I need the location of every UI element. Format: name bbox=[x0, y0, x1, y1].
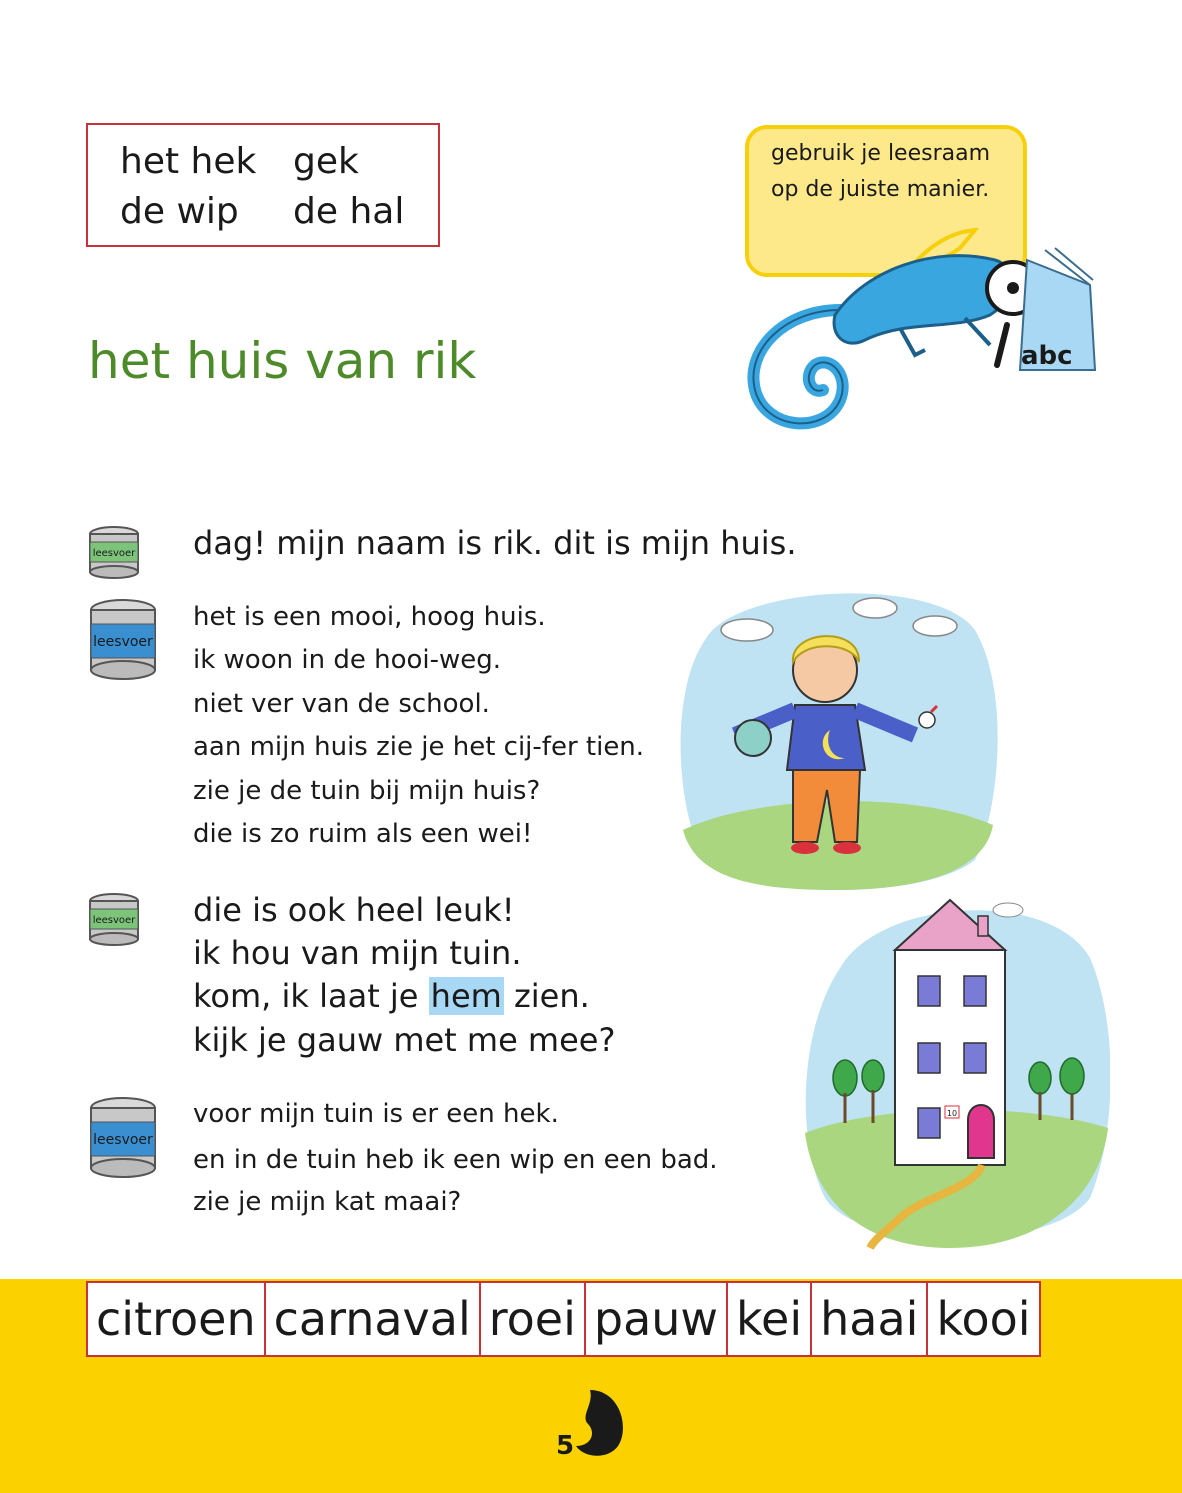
speech-bubble-text bbox=[771, 136, 1021, 208]
text-line: het is een mooi, hoog huis. bbox=[193, 602, 546, 632]
can-label: leesvoer bbox=[93, 634, 153, 650]
text-line: die is zo ruim als een wei! bbox=[193, 819, 533, 849]
word-strip bbox=[86, 1281, 1041, 1357]
word-box-item: gek bbox=[293, 141, 359, 182]
text-line bbox=[193, 977, 590, 1015]
text-line: niet ver van de school. bbox=[193, 689, 490, 719]
boy-illustration bbox=[675, 580, 1000, 890]
book-label: abc bbox=[1021, 341, 1073, 371]
page-number: 5 bbox=[556, 1431, 575, 1461]
house-illustration bbox=[800, 888, 1110, 1253]
text-segment: kom, ik laat je bbox=[193, 977, 429, 1015]
can-label: leesvoer bbox=[93, 1132, 153, 1148]
page-title: het huis van rik bbox=[88, 332, 477, 390]
text-line: aan mijn huis zie je het cij-fer tien. bbox=[193, 732, 645, 762]
text-segment: zien. bbox=[503, 977, 590, 1015]
highlighted-word: hem bbox=[430, 977, 502, 1015]
word-strip-item: citroen bbox=[88, 1283, 266, 1355]
chameleon-mascot-illustration bbox=[745, 240, 1105, 440]
word-strip-item: kooi bbox=[936, 1292, 1031, 1346]
text-line: en in de tuin heb ik een wip en een bad. bbox=[193, 1145, 718, 1175]
text-line: voor mijn tuin is er een hek. bbox=[193, 1099, 559, 1129]
can-icon-green bbox=[88, 893, 140, 947]
moon-icon bbox=[572, 1388, 628, 1458]
can-label: leesvoer bbox=[92, 548, 136, 559]
text-line: dag! mijn naam is rik. dit is mijn huis. bbox=[193, 524, 797, 562]
word-box-item: het hek bbox=[120, 141, 257, 182]
word-strip-item: kei bbox=[728, 1283, 812, 1355]
word-strip-item: roei bbox=[481, 1283, 586, 1355]
can-label: leesvoer bbox=[92, 915, 136, 926]
can-icon-blue bbox=[88, 1096, 158, 1182]
house-number: 10 bbox=[946, 1109, 958, 1118]
word-strip-item: haai bbox=[812, 1283, 928, 1355]
text-line: ik woon in de hooi-weg. bbox=[193, 645, 502, 675]
can-icon-green bbox=[88, 526, 140, 580]
speech-line: gebruik je leesraam bbox=[771, 141, 991, 166]
text-line: kijk je gauw met me mee? bbox=[193, 1021, 616, 1059]
text-line: ik hou van mijn tuin. bbox=[193, 934, 522, 972]
text-line: zie je mijn kat maai? bbox=[193, 1187, 462, 1217]
word-strip-item: pauw bbox=[586, 1283, 728, 1355]
word-box bbox=[86, 123, 440, 247]
text-line: die is ook heel leuk! bbox=[193, 891, 515, 929]
speech-line: op de juiste manier. bbox=[771, 177, 990, 202]
word-strip-item: carnaval bbox=[266, 1283, 481, 1355]
word-box-item: de hal bbox=[293, 191, 405, 232]
can-icon-blue bbox=[88, 598, 158, 684]
text-line: zie je de tuin bij mijn huis? bbox=[193, 776, 541, 806]
word-box-item: de wip bbox=[120, 191, 239, 232]
